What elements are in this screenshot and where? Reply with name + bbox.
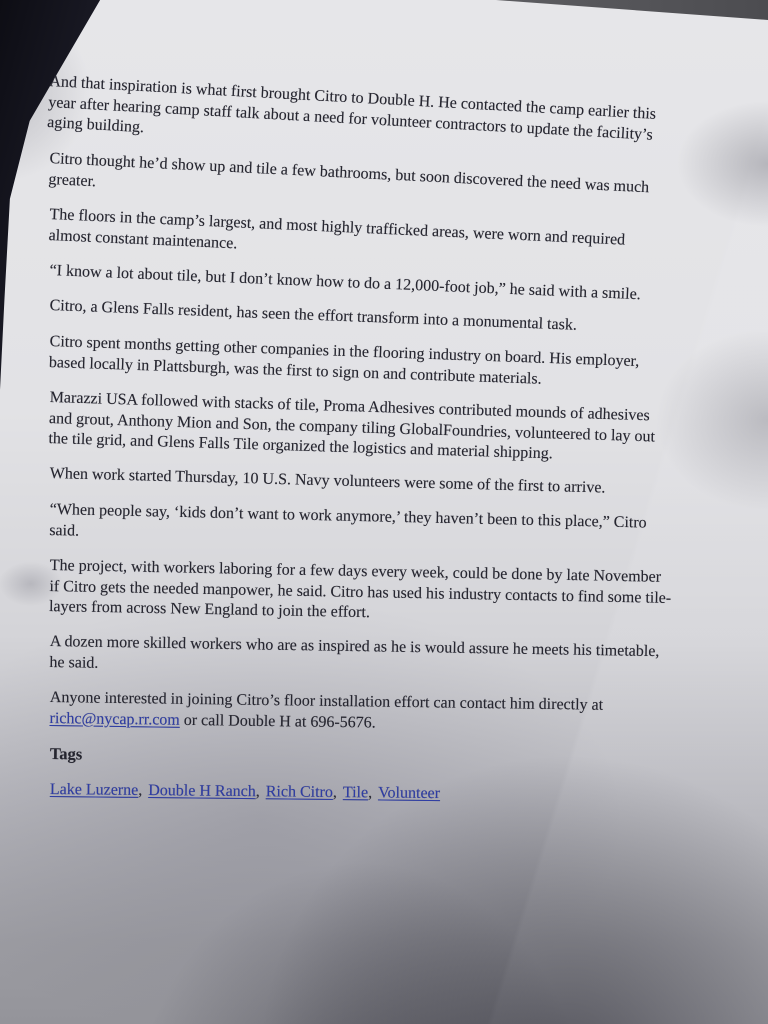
tag-link-lake-luzerne[interactable]: Lake Luzerne xyxy=(49,780,139,799)
tag-link-tile[interactable]: Tile xyxy=(342,783,369,801)
article-paragraph-suppliers: Marazzi USA followed with stacks of tile, Proma Adhesives contributed mounds of adhesives and grout, Anthony Mion and Son, the company tiling GlobalFoundries, volunteered to lay out the tile grid, and Glens Falls Tile organized the logistics and material shipping. xyxy=(48,388,656,462)
tag-link-rich-citro[interactable]: Rich Citro xyxy=(265,782,334,801)
article-paragraph-navy: When work started Thursday, 10 U.S. Navy volunteers were some of the first to arrive. xyxy=(49,464,606,497)
tags-list xyxy=(50,780,750,808)
tag-separator: , xyxy=(255,782,260,800)
article-body xyxy=(46,0,750,815)
article-paragraph-project-timeline: The project, with workers laboring for a few days every week, could be done by late November if Citro gets the needed manpower, he said. Citro has used his industry contacts to find some tile- layers from across New England to join the effort. xyxy=(48,556,672,621)
article-paragraph-quote-tile: “I know a lot about tile, but I don’t know how to do a 12,000-foot job,” he said with a smile. xyxy=(49,261,642,303)
tags-heading: Tags xyxy=(49,744,83,764)
article-paragraph-inspiration: And that inspiration is what first brought Citro to Double H. He contacted the camp earlier this year after hearing camp staff talk about a need for volunteer contractors to update the facility’s aging building. xyxy=(46,72,657,144)
article-paragraph-bathrooms: Citro thought he’d show up and tile a few bathrooms, but soon discovered the need was much greater. xyxy=(48,149,650,196)
tag-separator: , xyxy=(332,783,338,801)
tag-link-volunteer[interactable]: Volunteer xyxy=(378,783,441,802)
tag-separator: , xyxy=(138,781,143,799)
article-paragraph-dozen-workers: A dozen more skilled workers who are as inspired as he is would assure he meets his timetable, he said. xyxy=(49,632,660,672)
contact-text-pre: Anyone interested in joining Citro’s floor installation effort can contact him directly at xyxy=(49,688,604,714)
contact-text-post: or call Double H at 696-5676. xyxy=(179,711,376,732)
email-link[interactable]: richc@nycap.rr.com xyxy=(49,709,180,729)
article-paragraph-floors: The floors in the camp’s largest, and most highly trafficked areas, were worn and required almost constant maintenance. xyxy=(48,205,626,252)
tag-separator: , xyxy=(368,783,373,801)
article-paragraph-companies: Citro spent months getting other companies in the flooring industry on board. His employer, based locally in Plattsburgh, was the first to sign on and contribute materials. xyxy=(48,332,640,387)
article-paragraph-resident: Citro, a Glens Falls resident, has seen the effort transform into a monumental task. xyxy=(49,296,578,334)
article-paragraph-quote-kids: “When people say, ‘kids don’t want to work anymore,’ they haven’t been to this place,” Citro said. xyxy=(49,500,647,539)
article-paragraph-contact xyxy=(49,688,750,739)
tag-link-double-h-ranch[interactable]: Double H Ranch xyxy=(148,781,256,800)
